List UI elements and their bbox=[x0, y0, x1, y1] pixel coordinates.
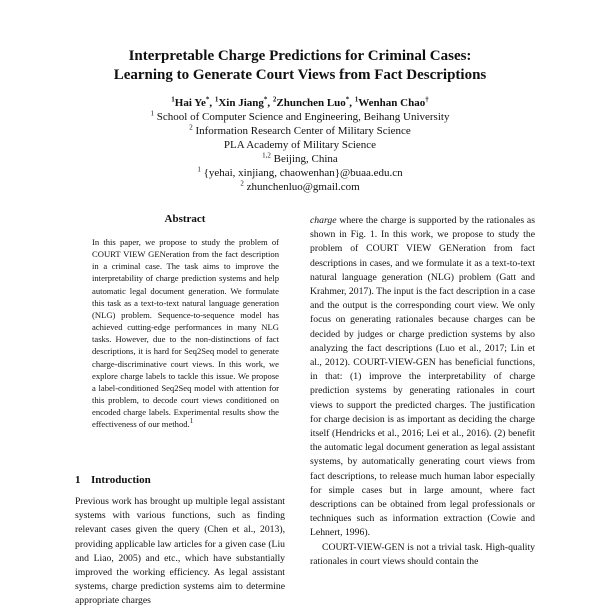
affiliation-3: PLA Academy of Military Science bbox=[223, 139, 377, 151]
paper-title bbox=[0, 47, 600, 85]
author: $^1$Xin Jiang*, bbox=[214, 95, 273, 109]
section-heading bbox=[75, 474, 151, 486]
section-number: 1 bbox=[75, 474, 81, 486]
affiliation-1: $^1$ School of Computer Science and Engineering, Beihang University bbox=[150, 109, 450, 123]
author: $^1$Hai Ye*, bbox=[171, 95, 215, 109]
title-line-2: Learning to Generate Court Views from Fact Descriptions bbox=[113, 67, 487, 83]
author-list bbox=[0, 96, 600, 110]
affiliations bbox=[0, 110, 600, 194]
right-paragraph-1: charge where the charge is supported by the rationales as shown in Fig. 1. In this work, we propose to study the problem of COURT VIEW GENeration from fact descriptions in cases, and we formulate it as a text-to-text natural language generation (NLG) problem (Gatt and Krahmer, 2017). The input is the fact description in a case and the output is the corresponding court view. We only focus on generating rationales because charges can be decided by judges or charge prediction systems by also analyzing the fact descriptions (Luo et al., 2017; Lin et al., 2012). COURT-VIEW-GEN has beneficial functions, in that: (1) improve the interpretability of charge prediction systems by generating rationales in court views to support the predicted charges. The justification for charge decision is as important as deciding the charge itself (Hendricks et al., 2016; Lei et al., 2016). (2) benefit the automatic legal document generation as legal assistant systems, by automatically generating court views from fact descriptions, to release much human labor especially for simple cases but in large amount, where fact descriptions can be obtained from legal professionals or techniques such as information extraction (Cowie and Lehnert, 1996). bbox=[310, 215, 535, 539]
right-column bbox=[310, 214, 535, 569]
author: $^1$Wenhan Chao† bbox=[354, 95, 429, 109]
right-paragraph-2: COURT-VIEW-GEN is not a trivial task. High-quality rationales in court views should contain the bbox=[310, 541, 535, 567]
section-title: Introduction bbox=[91, 474, 151, 486]
email-2: $^2$ zhunchenluo@gmail.com bbox=[240, 179, 360, 193]
abstract-heading: Abstract bbox=[164, 213, 206, 225]
affiliation-2: $^2$ Information Research Center of Military Science bbox=[189, 123, 411, 137]
email-1: $^1$ {yehai, xinjiang, chaowenhan}@buaa.edu.cn bbox=[197, 165, 403, 179]
title-line-1: Interpretable Charge Predictions for Criminal Cases: bbox=[128, 48, 472, 64]
author: $^2$Zhunchen Luo*, bbox=[272, 95, 355, 109]
affiliation-location: $^{1,2}$ Beijing, China bbox=[262, 151, 338, 165]
abstract-body: In this paper, we propose to study the problem of COURT VIEW GENeration from the fact description in a criminal case. The task aims to improve the interpretability of charge prediction systems and help automatic legal document generation. We formulate this task as a text-to-text natural language generation (NLG) problem. Sequence-to-sequence model has achieved cutting-edge performances in many NLG tasks. However, due to the non-distinctions of fact descriptions, it is hard for Seq2Seq model to generate charge-discriminative court views. In this work, we explore charge labels to tackle this issue. We propose a label-conditioned Seq2Seq model with attention for this problem, to decode court views conditioned on encoded charge labels. Experimental results show the effectiveness of our method.$^1$ bbox=[92, 237, 279, 430]
intro-paragraph: Previous work has brought up multiple legal assistant systems with various functions, such as finding relevant cases given the query (Chen et al., 2013), providing applicable law articles for a given case (Liu and Liao, 2005) and etc., which have substantially improved the working efficiency. As legal assistant systems, charge prediction systems aim to determine appropriate charges bbox=[75, 496, 285, 607]
footnote-marker: 1 bbox=[189, 417, 194, 426]
